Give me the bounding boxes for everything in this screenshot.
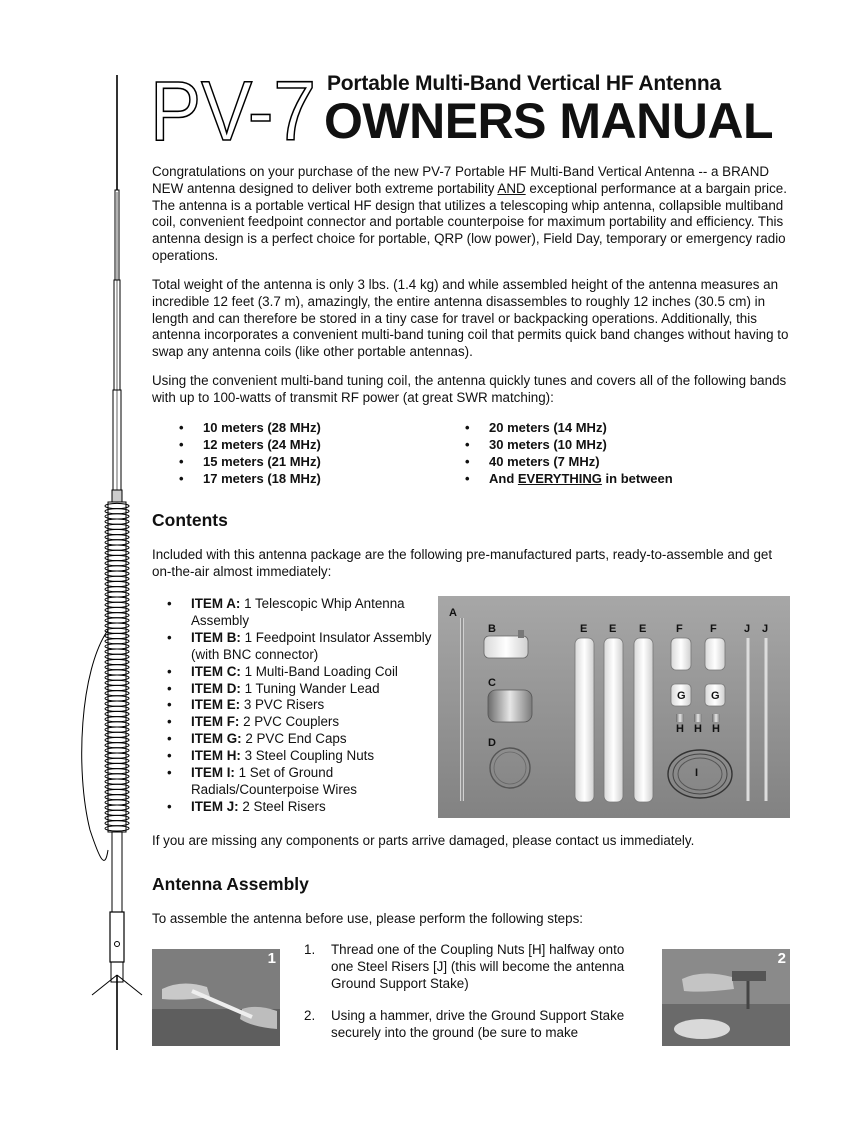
coil-turn bbox=[105, 665, 129, 670]
coil-turn bbox=[105, 826, 129, 831]
coil-turn bbox=[105, 737, 129, 742]
band-item-everything bbox=[465, 470, 673, 487]
item-label: ITEM F: bbox=[191, 714, 240, 730]
coil-turn bbox=[105, 633, 129, 638]
item-label: ITEM B: bbox=[191, 629, 241, 645]
parts-photo bbox=[438, 596, 790, 818]
coil-turn bbox=[105, 774, 129, 779]
coil-turn bbox=[105, 810, 129, 815]
coil-turn bbox=[105, 509, 129, 514]
coil-turn bbox=[105, 711, 129, 716]
photo-label-e1: E bbox=[580, 623, 588, 635]
photo-label-d: D bbox=[488, 737, 496, 749]
coil-turn bbox=[105, 607, 129, 612]
coil-turn bbox=[105, 519, 129, 524]
intro-p2: Total weight of the antenna is only 3 lbs. (1.4 kg) and while assembled height of the antenna measures an incredible 12 feet (3.7 m), amazingly, the entire antenna disassembles to roughly 12 inches (30.5 cm) in length and can therefore be stored in a tiny case for travel or backpacking operations. Additionally, this antenna incorporates a convenient multi-band tuning coil that permits quick band changes without having to swap any antenna coils (like other portable antennas). bbox=[152, 277, 789, 360]
coil-turn bbox=[105, 535, 129, 540]
coil-turn bbox=[105, 602, 129, 607]
coil-turn bbox=[105, 597, 129, 602]
intro-paragraph-3 bbox=[152, 373, 792, 407]
band-item: • 20 meters (14 MHz) bbox=[465, 419, 673, 436]
coil-turn bbox=[105, 815, 129, 820]
contents-list bbox=[167, 596, 432, 816]
intro-p1-part2: exceptional performance at a bargain price. The antenna is a portable vertical HF design that utilizes a telescoping whip antenna, collapsible multiband coil, convenient feedpoint connector and portable counterpoise for maximum portability and efficiency. This antenna design is a perfect choice for portable, QRP (low power), Field Day, temporary or emergency radio operations. bbox=[152, 180, 787, 263]
step-photo-2 bbox=[662, 949, 790, 1046]
photo-label-e2: E bbox=[609, 623, 617, 635]
step-photo-2-art bbox=[662, 949, 790, 1046]
band-item: • 12 meters (24 MHz) bbox=[179, 436, 321, 453]
coil-turn bbox=[105, 654, 129, 659]
step-text: Using a hammer, drive the Ground Support Stake securely into the ground (be sure to make bbox=[331, 1008, 625, 1041]
band-item: • 15 meters (21 MHz) bbox=[179, 453, 321, 470]
list-item bbox=[167, 596, 432, 630]
item-label: ITEM A: bbox=[191, 596, 241, 611]
coil-turn bbox=[105, 576, 129, 581]
coil-turn bbox=[105, 758, 129, 763]
coil-turn bbox=[105, 587, 129, 592]
photo-label-h2: H bbox=[694, 723, 702, 735]
coil-turn bbox=[105, 571, 129, 576]
photo-label-c: C bbox=[488, 677, 496, 689]
step-text: Thread one of the Coupling Nuts [H] halfway onto one Steel Risers [J] (this will become the antenna Ground Support Stake) bbox=[331, 942, 625, 991]
bands-list-left bbox=[179, 419, 321, 487]
item-label: ITEM H: bbox=[191, 748, 241, 764]
coil-turn bbox=[105, 670, 129, 675]
band-item: • 40 meters (7 MHz) bbox=[465, 453, 673, 470]
subtitle: Portable Multi-Band Vertical HF Antenna bbox=[327, 72, 721, 95]
step-photo-2-badge: 2 bbox=[777, 950, 786, 967]
coil-turn bbox=[105, 524, 129, 529]
coil-turn bbox=[105, 566, 129, 571]
item-label: ITEM D: bbox=[191, 680, 241, 696]
coil-turn bbox=[105, 649, 129, 654]
coil-turn bbox=[105, 706, 129, 711]
coil-turn bbox=[105, 722, 129, 727]
photo-label-j2: J bbox=[762, 623, 769, 635]
step-item bbox=[302, 942, 647, 992]
coil-turn bbox=[105, 800, 129, 805]
coil-turn bbox=[105, 592, 129, 597]
coil-turn bbox=[105, 779, 129, 784]
photo-label-b: B bbox=[488, 623, 496, 635]
item-label: ITEM J: bbox=[191, 798, 239, 814]
coil-turn bbox=[105, 696, 129, 701]
coil-turn bbox=[105, 753, 129, 758]
coil-turn bbox=[105, 784, 129, 789]
coil-turn bbox=[105, 685, 129, 690]
step-item bbox=[302, 1008, 647, 1042]
coil-turn bbox=[105, 581, 129, 586]
coil-turn bbox=[105, 701, 129, 706]
step-photo-1 bbox=[152, 949, 280, 1046]
item-text: 1 Feedpoint Insulator Assembly (with BNC connector) bbox=[191, 629, 432, 662]
coil-turn bbox=[105, 613, 129, 618]
photo-label-f2: F bbox=[710, 623, 717, 635]
coil-turn bbox=[105, 529, 129, 534]
photo-label-g2: G bbox=[711, 690, 720, 702]
assembly-heading: Antenna Assembly bbox=[152, 874, 309, 894]
pv7-logo bbox=[150, 70, 320, 150]
band-last-suffix: in between bbox=[601, 471, 673, 486]
page-title: OWNERS MANUAL bbox=[324, 93, 774, 149]
coil-turn bbox=[105, 805, 129, 810]
band-last-emph: EVERYTHING bbox=[517, 471, 602, 486]
coil-turn bbox=[105, 659, 129, 664]
item-text: 1 Set of Ground Radials/Counterpoise Wires bbox=[191, 765, 357, 797]
missing-parts-note bbox=[152, 833, 792, 850]
photo-label-i: I bbox=[695, 767, 699, 779]
coil-turn bbox=[105, 789, 129, 794]
step-photo-1-badge: 1 bbox=[267, 950, 276, 967]
coil-turn bbox=[105, 680, 129, 685]
coil-turn bbox=[105, 748, 129, 753]
intro-paragraph-2 bbox=[152, 277, 792, 361]
coil-turn bbox=[105, 561, 129, 566]
assembly-steps bbox=[302, 942, 647, 1058]
assembly-intro bbox=[152, 911, 792, 928]
coil-turn bbox=[105, 727, 129, 732]
band-item: • 10 meters (28 MHz) bbox=[179, 419, 321, 436]
logo-text: PV-7 bbox=[150, 70, 316, 150]
item-text: 1 Multi-Band Loading Coil bbox=[240, 663, 398, 679]
coil-turn bbox=[105, 732, 129, 737]
photo-label-j1: J bbox=[744, 623, 751, 635]
photo-label-a: A bbox=[449, 607, 457, 619]
list-item bbox=[167, 630, 432, 664]
photo-label-h1: H bbox=[676, 723, 684, 735]
coil-turn bbox=[105, 514, 129, 519]
item-text: 2 PVC Couplers bbox=[239, 714, 340, 730]
coil-turn bbox=[105, 769, 129, 774]
coil-turn bbox=[105, 795, 129, 800]
item-text: 2 PVC End Caps bbox=[241, 731, 347, 747]
item-text: 3 PVC Risers bbox=[240, 697, 325, 713]
coil-turn bbox=[105, 821, 129, 826]
item-text: 1 Telescopic Whip Antenna Assembly bbox=[191, 596, 405, 628]
contents-intro bbox=[152, 547, 792, 581]
photo-label-f1: F bbox=[676, 623, 683, 635]
item-text: 3 Steel Coupling Nuts bbox=[240, 748, 375, 764]
coil-turn bbox=[105, 555, 129, 560]
band-item: • 30 meters (10 MHz) bbox=[465, 436, 673, 453]
item-label: ITEM I: bbox=[191, 765, 235, 781]
item-text: 1 Tuning Wander Lead bbox=[240, 680, 380, 696]
intro-p3: Using the convenient multi-band tuning coil, the antenna quickly tunes and covers all of the following bands with up to 100-watts of transmit RF power (at great SWR matching): bbox=[152, 373, 787, 405]
step-number: 2. bbox=[304, 1008, 316, 1024]
item-label: ITEM E: bbox=[191, 697, 241, 713]
intro-p1-part1: Congratulations on your purchase of the new PV-7 Portable HF Multi-Band Vertical Antenna -- a BRAND NEW antenna designed to deliver both extreme portability bbox=[152, 164, 770, 196]
coil-turn bbox=[105, 644, 129, 649]
coil-turn bbox=[105, 639, 129, 644]
bands-list-right bbox=[465, 419, 673, 487]
intro-paragraph-1 bbox=[152, 164, 792, 265]
coil-turn bbox=[105, 763, 129, 768]
list-item bbox=[167, 748, 432, 765]
coil-turn bbox=[105, 503, 129, 508]
photo-label-h3: H bbox=[712, 723, 720, 735]
coil-turn bbox=[105, 545, 129, 550]
coil-turn bbox=[105, 743, 129, 748]
photo-label-g1: G bbox=[677, 690, 686, 702]
intro-p1-and: AND bbox=[497, 180, 526, 196]
list-item bbox=[167, 731, 432, 748]
list-item bbox=[167, 664, 432, 681]
step-number: 1. bbox=[304, 942, 316, 957]
contents-heading: Contents bbox=[152, 510, 228, 530]
step-photo-1-art bbox=[152, 949, 280, 1046]
list-item bbox=[167, 681, 432, 698]
band-last-prefix: And bbox=[489, 471, 518, 486]
coil-turn bbox=[105, 550, 129, 555]
list-item bbox=[167, 714, 432, 731]
list-item bbox=[167, 765, 432, 799]
coil-turn bbox=[105, 675, 129, 680]
coil-turn bbox=[105, 540, 129, 545]
list-item bbox=[167, 799, 432, 816]
band-item: • 17 meters (18 MHz) bbox=[179, 470, 321, 487]
coil-turn bbox=[105, 628, 129, 633]
assembly-intro-text: To assemble the antenna before use, please perform the following steps: bbox=[152, 911, 583, 926]
coil-turn bbox=[105, 618, 129, 623]
coil-turn bbox=[105, 623, 129, 628]
list-item bbox=[167, 697, 432, 714]
missing-note-text: If you are missing any components or parts arrive damaged, please contact us immediately. bbox=[152, 833, 695, 848]
photo-label-e3: E bbox=[639, 623, 647, 635]
item-label: ITEM G: bbox=[191, 731, 242, 747]
contents-intro-text: Included with this antenna package are the following pre-manufactured parts, ready-to-assemble and get on-the-air almost immediately: bbox=[152, 547, 773, 579]
item-label: ITEM C: bbox=[191, 663, 241, 679]
coil-turn bbox=[105, 717, 129, 722]
coil-turn bbox=[105, 691, 129, 696]
item-text: 2 Steel Risers bbox=[238, 798, 326, 814]
